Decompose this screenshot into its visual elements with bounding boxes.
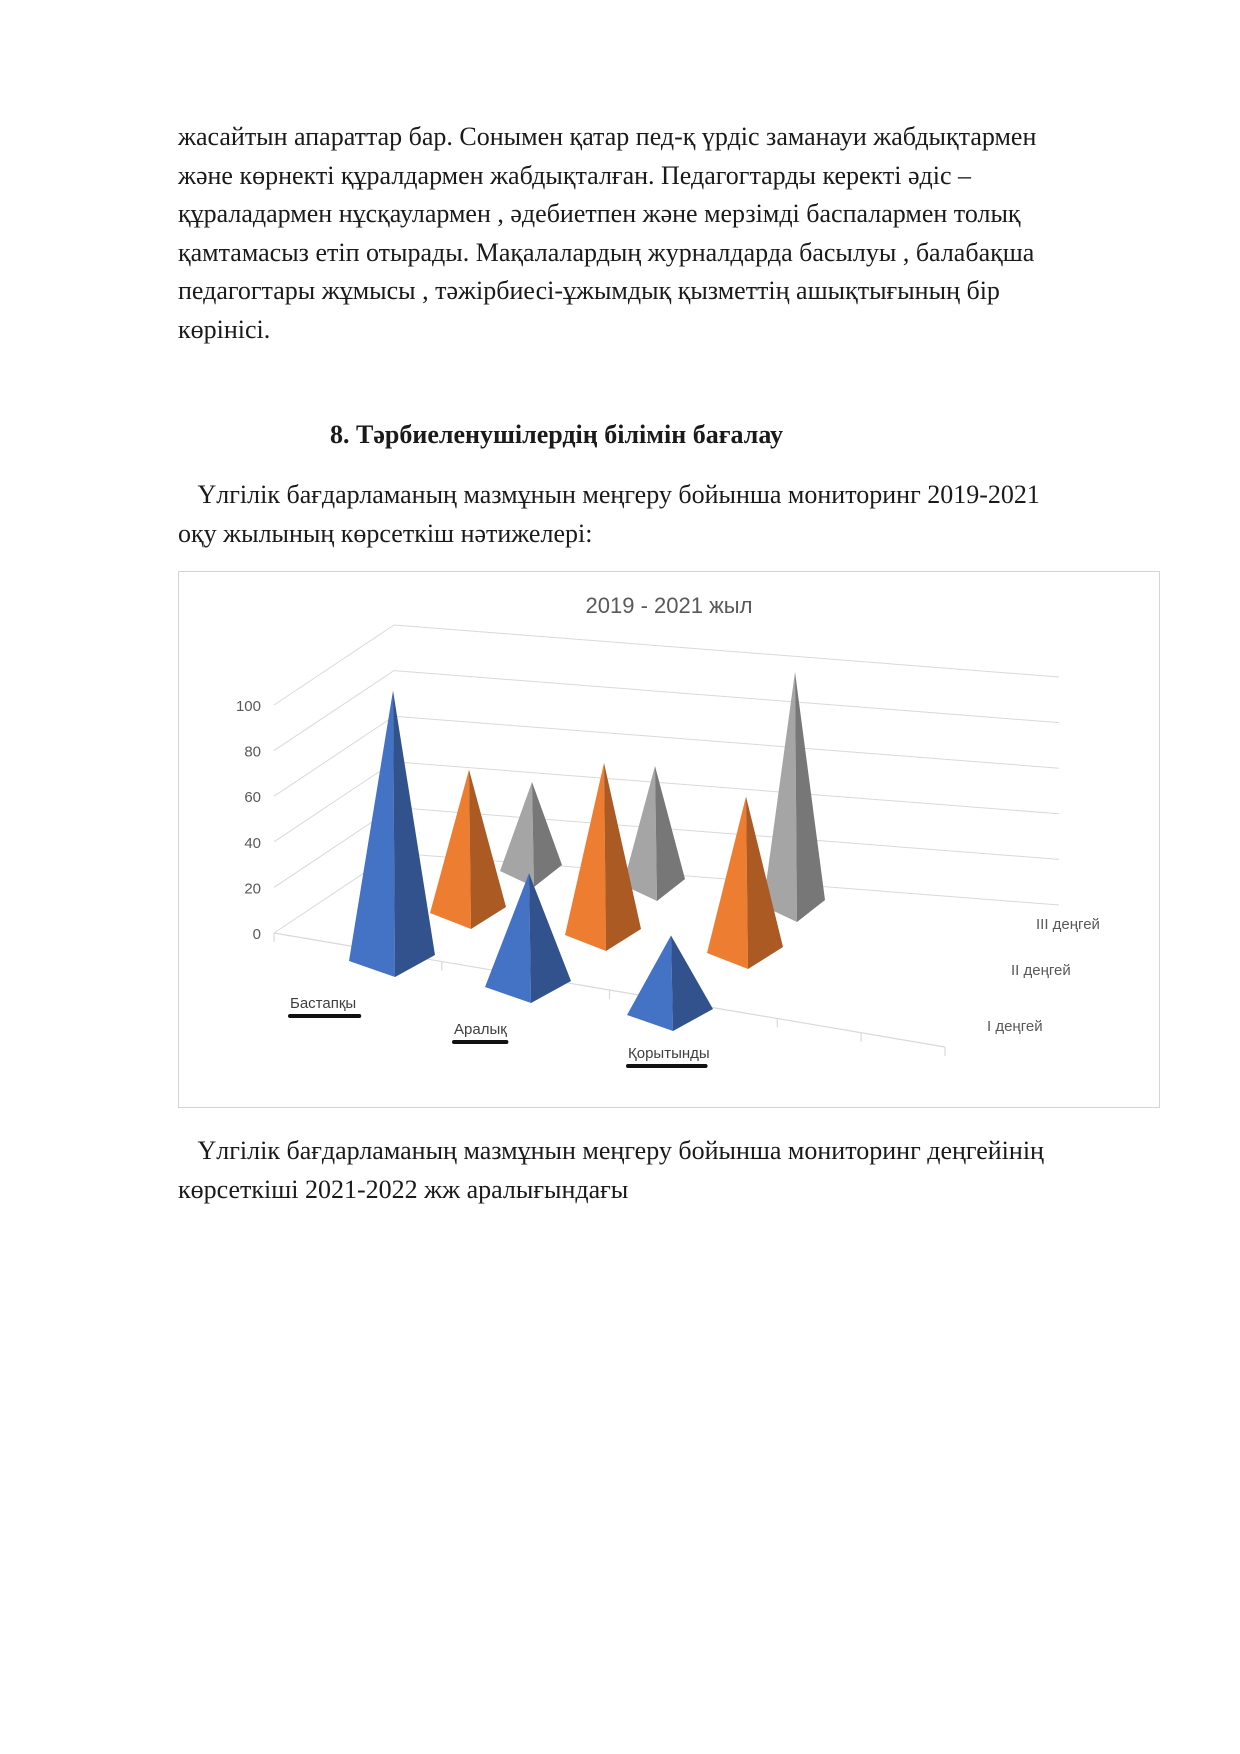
series-label: I деңгей [987, 1018, 1043, 1035]
y-tick-label: 40 [244, 834, 261, 852]
text-line: Үлгілік бағдарламаның мазмұнын меңгеру бойынша мониторинг деңгейінің [178, 1136, 1044, 1165]
pyramid-face-side [795, 672, 825, 922]
text-line: көрсеткіші 2021-2022 жж аралығындағы [178, 1174, 629, 1204]
pyramid-face-side [529, 873, 571, 1003]
pyramid-face-front [500, 782, 534, 887]
pyramid-face-side [671, 936, 713, 1032]
text-line: жасайтын апараттар бар. Сонымен қатар пед-қ үрдіс заманауи жабдықтармен [178, 122, 1037, 151]
gridline-back [394, 807, 1059, 859]
pyramid-face-side [393, 691, 435, 977]
pyramid-face-side [469, 770, 506, 929]
gridline-back [394, 671, 1059, 723]
gridline-back [394, 625, 1059, 677]
category-label: Бастапқы [290, 995, 357, 1012]
intro-paragraph [178, 118, 1168, 349]
gridline-side [274, 671, 394, 751]
text-line: қамтамасыз етіп отырады. Мақалалардың журналдарда басылуы , балабақша [178, 237, 1035, 267]
gridline-side [274, 625, 394, 705]
gridline-side [274, 716, 394, 796]
chart-canvas [179, 572, 1158, 1106]
category-label: Қорытынды [628, 1045, 710, 1062]
series-label: III деңгей [1036, 916, 1100, 933]
text-line: құраладармен нұсқаулармен , әдебиетпен және мерзімді баспалармен толық [178, 199, 1021, 228]
y-tick-label: 0 [252, 926, 261, 943]
y-tick-label: 20 [244, 880, 261, 898]
text-line: көрінісі. [178, 314, 271, 344]
text-line: педагогтары жұмысы , тәжірбиесі-ұжымдық қызметтің ашықтығының бір [178, 276, 1000, 305]
pyramid-face-front [430, 770, 471, 929]
pyramid-chart [178, 571, 1160, 1108]
category-label-shadow [452, 1040, 508, 1044]
monitoring-level-paragraph [178, 1132, 1168, 1209]
chart-title: 2019 - 2021 жыл [585, 593, 753, 618]
monitoring-intro-paragraph [178, 476, 1168, 553]
text-line: Үлгілік бағдарламаның мазмұнын меңгеру бойынша мониторинг 2019-2021 [178, 480, 1040, 509]
y-tick-label: 80 [244, 743, 261, 761]
gridline-back [394, 716, 1059, 768]
pyramid-face-front [627, 936, 673, 1032]
y-tick-label: 100 [235, 698, 261, 715]
pyramid-face-front [763, 672, 797, 922]
series-label: II деңгей [1011, 962, 1071, 979]
category-label: Аралық [454, 1021, 507, 1038]
pyramid-face-side [532, 782, 562, 887]
y-tick-label: 60 [244, 789, 261, 807]
pyramid-face-front [565, 763, 606, 951]
pyramid-face-front [349, 691, 395, 977]
category-label-shadow [626, 1064, 708, 1068]
section-heading: 8. Тәрбиеленушілердің білімін бағалау [330, 420, 783, 449]
pyramid-face-side [655, 766, 685, 901]
category-label-shadow [288, 1014, 361, 1018]
text-line: және көрнекті құралдармен жабдықталған. Педагогтарды керекті әдіс – [178, 160, 971, 190]
gridline-back [394, 762, 1059, 814]
pyramid-face-front [707, 797, 748, 969]
text-line: оқу жылының көрсеткіш нәтижелері: [178, 518, 593, 548]
